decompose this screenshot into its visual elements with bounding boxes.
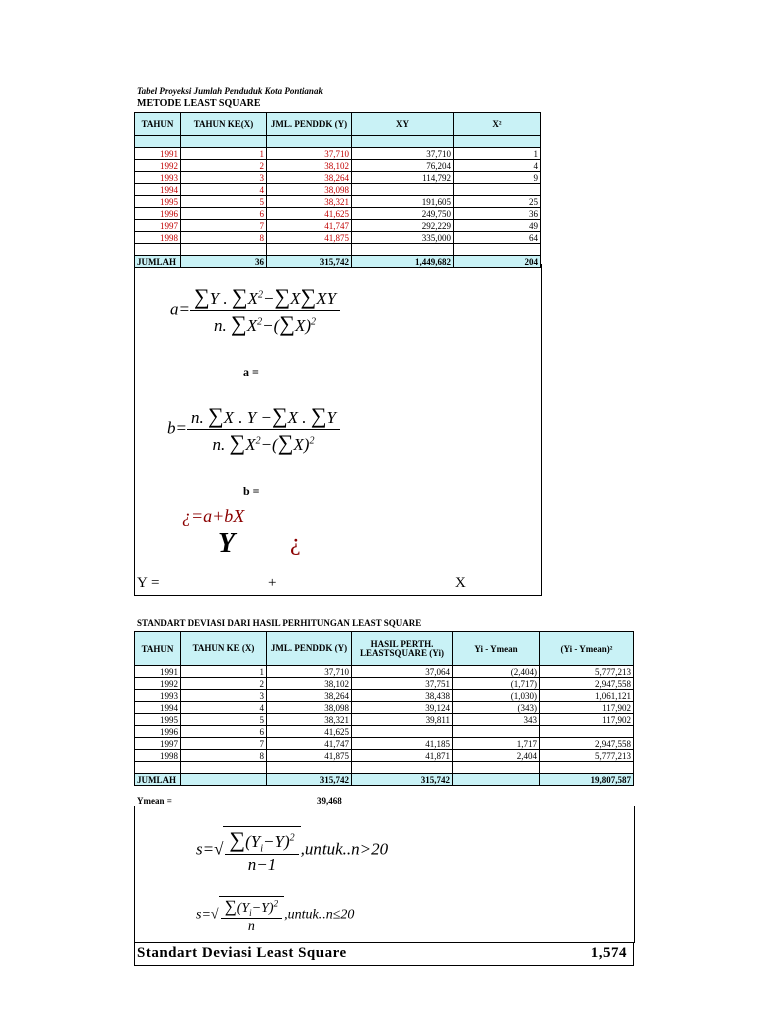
- header-tahun-ke: TAHUN KE(X): [181, 113, 267, 136]
- b-label: b =: [243, 484, 260, 498]
- table-row: 1993 3 38,264 38,438 (1,030) 1,061,121: [135, 690, 634, 702]
- formula-b: b= $\frac{n. \sum X . Y -\sum X . \sum Y}{n. \sum X^2-(\sum X)^2}$: [167, 403, 340, 456]
- header-yi-ymean: Yi - Ymean: [453, 632, 540, 666]
- table-row: 1996 6 41,625 249,750 36: [135, 208, 541, 220]
- header-hasil-perth: HASIL PERTH. LEASTSQUARE (Yi): [352, 632, 453, 666]
- regression-equation: ¿=a+bX: [182, 506, 245, 526]
- table-row: 1998 8 41,875 41,871 2,404 5,777,213: [135, 750, 634, 762]
- header-jml-penddk: JML. PENDDK (Y): [267, 113, 352, 136]
- table-row: 1992 2 38,102 76,204 4: [135, 160, 541, 172]
- std-formula-large-n: s=√ $\frac{\sum(Y_i-Y)^2}{n-1}$ ,untuk..n>20: [196, 827, 389, 875]
- total-row: JUMLAH 36 315,742 1,449,682 204: [135, 256, 541, 268]
- y-equation-label: Y =: [137, 575, 160, 591]
- header-yi-ymean-sq: (Yi - Ymean)²: [540, 632, 634, 666]
- table-row: 1998 8 41,875 335,000 64: [135, 232, 541, 244]
- table-header-row: [135, 632, 634, 666]
- table-row: 1991 1 37,710 37,710 1: [135, 148, 541, 160]
- least-square-table: [134, 112, 541, 268]
- y-equation-x: X: [455, 575, 466, 591]
- table1-title: Tabel Proyeksi Jumlah Penduduk Kota Pontianak: [137, 86, 323, 96]
- header-x2: X²: [454, 113, 541, 136]
- std-deviation-value: 1,574: [590, 945, 627, 961]
- header-jml-penddk: JML. PENDDK (Y): [267, 632, 352, 666]
- table-header-row: [135, 113, 541, 136]
- table-row: 1991 1 37,710 37,064 (2,404) 5,777,213: [135, 666, 634, 678]
- table-row: 1993 3 38,264 114,792 9: [135, 172, 541, 184]
- table-row: 1992 2 38,102 37,751 (1,717) 2,947,558: [135, 678, 634, 690]
- inverted-question-symbol: ¿: [290, 530, 301, 556]
- table-row: 1995 5 38,321 191,605 25: [135, 196, 541, 208]
- table1-subtitle: METODE LEAST SQUARE: [137, 98, 261, 109]
- std-deviation-label: Standart Deviasi Least Square: [137, 945, 347, 961]
- formula-a: a= $\frac{\sum Y . \sum X^2-\sum X\sum XY}{n. \sum X^2-(\sum X)^2}$: [170, 284, 340, 337]
- table-row: 1997 7 41,747 292,229 49: [135, 220, 541, 232]
- table2-title: STANDART DEVIASI DARI HASIL PERHITUNGAN LEAST SQUARE: [137, 618, 422, 628]
- ymean-value: 39,468: [317, 796, 342, 806]
- table-row: 1995 5 38,321 39,811 343 117,902: [135, 714, 634, 726]
- condition-large-n: ,untuk..n>20: [300, 839, 389, 859]
- table-row: 1994 4 38,098 39,124 (343) 117,902: [135, 702, 634, 714]
- std-formula-small-n: s=√ $\frac{\sum(Y_i-Y)^2}{n}$ ,untuk..n≤20: [196, 897, 355, 934]
- a-label: a =: [243, 365, 259, 379]
- header-tahun: TAHUN: [135, 632, 181, 666]
- table-row: 1996 6 41,625: [135, 726, 634, 738]
- condition-small-n: ,untuk..n≤20: [284, 907, 355, 923]
- y-hat-symbol: Y: [218, 528, 236, 559]
- header-tahun-ke: TAHUN KE (X): [181, 632, 267, 666]
- std-deviation-result: [134, 942, 634, 966]
- header-xy: XY: [352, 113, 454, 136]
- y-equation-plus: +: [268, 575, 277, 591]
- table-row: 1994 4 38,098: [135, 184, 541, 196]
- total-row: JUMLAH 315,742 315,742 19,807,587: [135, 774, 634, 786]
- ymean-label: Ymean =: [137, 796, 172, 806]
- std-deviation-table: [134, 631, 634, 786]
- header-tahun: TAHUN: [135, 113, 181, 136]
- table-row: 1997 7 41,747 41,185 1,717 2,947,558: [135, 738, 634, 750]
